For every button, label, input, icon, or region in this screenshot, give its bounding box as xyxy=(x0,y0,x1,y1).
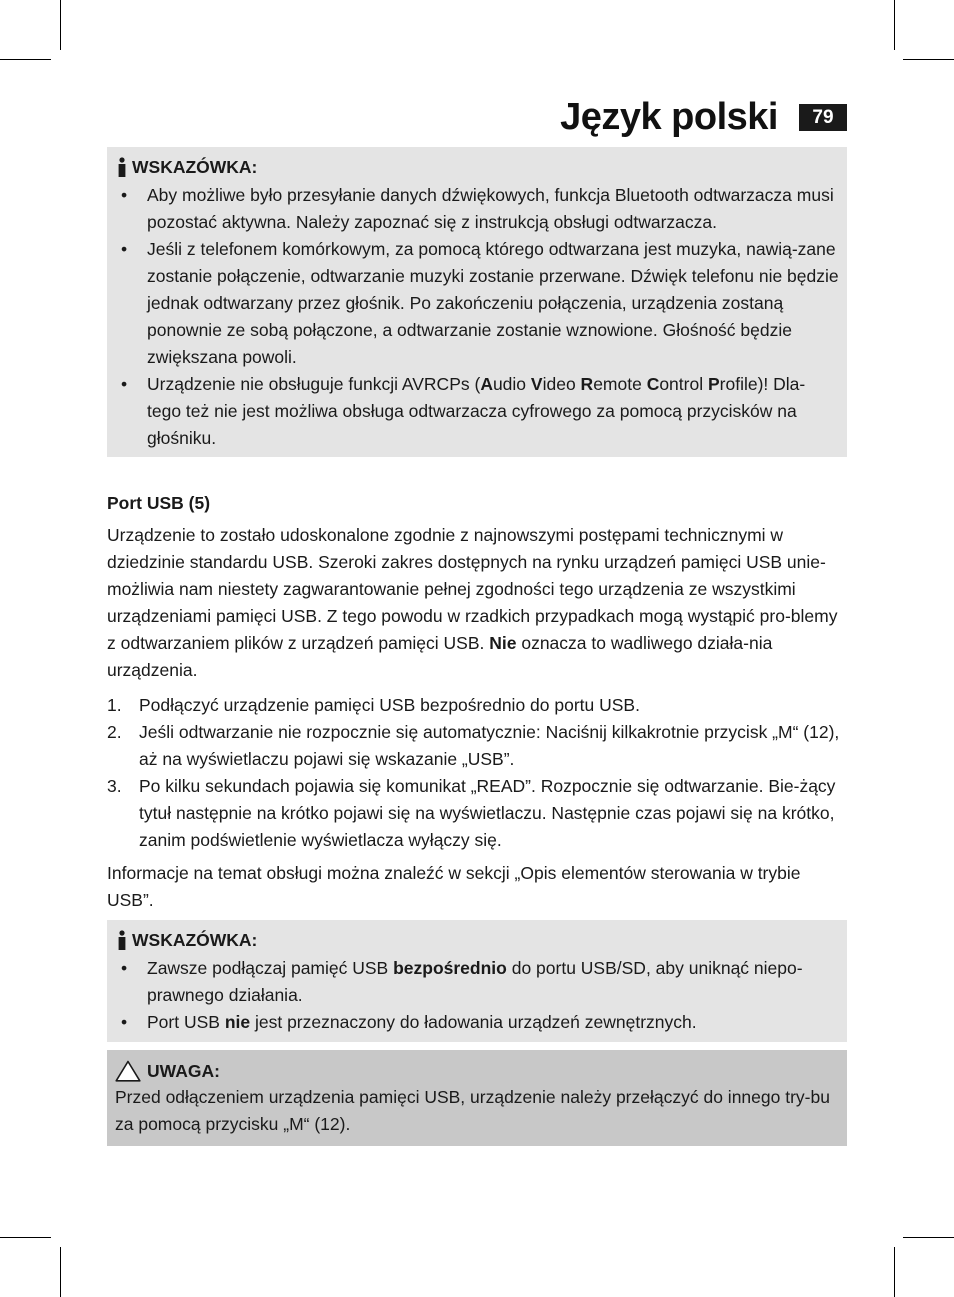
warning-title-row xyxy=(115,1058,839,1084)
crop-mark xyxy=(0,59,51,60)
crop-mark xyxy=(894,1247,895,1297)
list-item: • Jeśli z telefonem komórkowym, za pomocą którego odtwarzana jest muzyka, nawią-zane zostanie połączenie, odtwarzanie muzyki zostanie przerwane. Dźwięk telefonu nie będzie jednak odtwarzany przez głośnik. Po zakończeniu połączenia, urządzenia zostaną ponownie ze sobą połączone, a odtwarzanie zostanie wznowione. Głośność będzie zwiększana powoli. xyxy=(121,239,839,367)
page-title: Język polski xyxy=(560,96,778,138)
list-item: • Port USB nie jest przeznaczony do ładowania urządzeń zewnętrznych. xyxy=(121,1012,697,1032)
warning-title: UWAGA: xyxy=(147,1061,220,1081)
info-icon xyxy=(115,930,129,950)
crop-mark xyxy=(0,1237,51,1238)
warning-box xyxy=(107,1050,847,1146)
usb-steps xyxy=(107,692,847,854)
crop-mark xyxy=(894,0,895,50)
crop-mark xyxy=(903,1237,954,1238)
list-item: • Urządzenie nie obsługuje funkcji AVRCPs (Audio Video Remote Control Profile)! Dla-tego też nie jest możliwa obsługa odtwarzacza cyfrowego za pomocą przycisków na głośniku. xyxy=(121,374,806,448)
warning-text: Przed odłączeniem urządzenia pamięci USB, urządzenie należy przełączyć do innego try-bu za pomocą przycisku „M“ (12). xyxy=(115,1087,830,1134)
section-heading: Port USB (5) xyxy=(107,493,211,513)
note-list xyxy=(115,182,839,452)
crop-mark xyxy=(60,0,61,50)
page-number: 79 xyxy=(799,104,847,131)
crop-mark xyxy=(60,1247,61,1297)
list-item: • Zawsze podłączaj pamięć USB bezpośrednio do portu USB/SD, aby uniknąć niepo-prawnego działania. xyxy=(121,958,803,1005)
list-item: • Aby możliwe było przesyłanie danych dźwiękowych, funkcja Bluetooth odtwarzacza musi pozostać aktywna. Należy zapoznać się z instrukcją obsługi odtwarzacza. xyxy=(121,185,834,232)
note-title: WSKAZÓWKA: xyxy=(132,157,258,177)
warning-triangle-icon xyxy=(115,1060,141,1082)
note-title-row xyxy=(115,927,839,953)
list-item: 2. Jeśli odtwarzanie nie rozpocznie się automatycznie: Naciśnij kilkakrotnie przycisk „M“ (12), aż na wyświetlaczu pojawi się wskazanie „USB”. xyxy=(107,722,840,769)
note-box xyxy=(107,920,847,1042)
usb-intro: Urządzenie to zostało udoskonalone zgodnie z najnowszymi postępami technicznymi w dziedzinie standardu USB. Szeroki zakres dostępnych na rynku urządzeń pamięci USB unie-możliwia nam niestety zagwarantowanie pełnej zgodności tego urządzenia ze wszystkimi urządzeniami pamięci USB. Z tego powodu w rzadkich przypadkach mogą wystąpić pro-blemy z odtwarzaniem plików z urządzeń pamięci USB. Nie oznacza to wadliwego działa-nia urządzenia. xyxy=(107,525,838,680)
usb-info: Informacje na temat obsługi można znaleźć w sekcji „Opis elementów sterowania w trybie USB”. xyxy=(107,863,801,910)
list-item: 1. Podłączyć urządzenie pamięci USB bezpośrednio do portu USB. xyxy=(107,695,640,715)
note-title-row xyxy=(115,154,839,180)
crop-mark xyxy=(903,59,954,60)
note-box xyxy=(107,147,847,457)
list-item: 3. Po kilku sekundach pojawia się komunikat „READ”. Rozpocznie się odtwarzanie. Bie-żący tytuł następnie na krótko pojawi się na wyświetlaczu. Następnie czas pojawi się na krótko, zanim podświetlenie wyświetlacza wyłączy się. xyxy=(107,776,836,850)
info-icon xyxy=(115,157,129,177)
note-title: WSKAZÓWKA: xyxy=(132,930,258,950)
note-list xyxy=(115,955,839,1036)
